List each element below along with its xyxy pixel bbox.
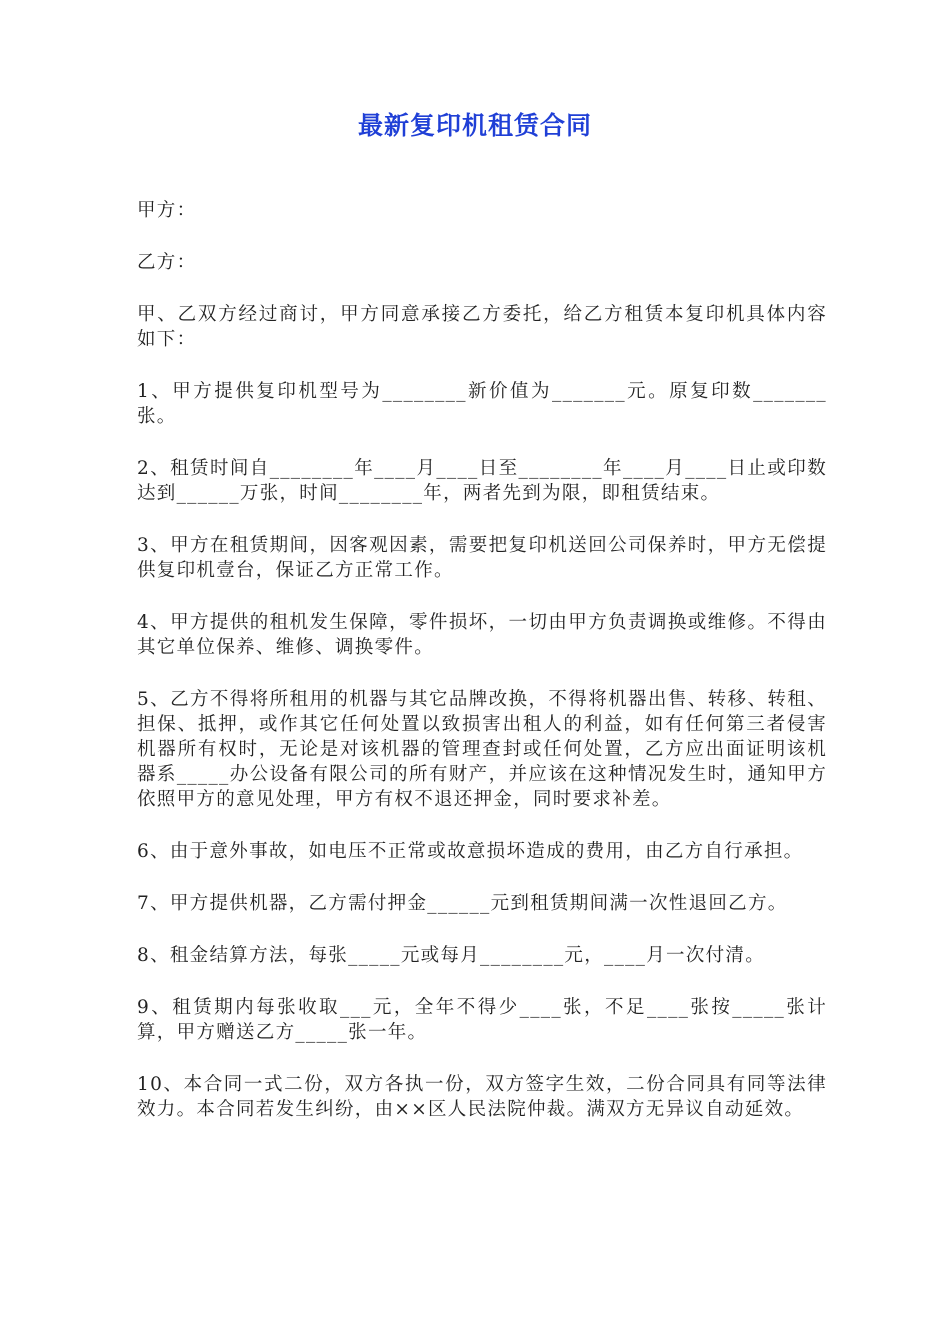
clause-4: 4、甲方提供的租机发生保障，零件损坏，一切由甲方负责调换或维修。不得由其它单位保养、维修、调换零件。 — [137, 612, 827, 658]
clause-7: 7、甲方提供机器，乙方需付押金______元到租赁期间满一次性退回乙方。 — [137, 893, 788, 914]
clause-2: 2、租赁时间自________年____月____日至________年____月____日止或印数达到______万张，时间________年，两者先到为限，即租赁结束。 — [137, 458, 827, 504]
document-title: 最新复印机租赁合同 — [357, 111, 592, 140]
clause-3: 3、甲方在租赁期间，因客观因素，需要把复印机送回公司保养时，甲方无偿提供复印机壹台，保证乙方正常工作。 — [137, 535, 827, 581]
clause-10: 10、本合同一式二份，双方各执一份，双方签字生效，二份合同具有同等法律效力。本合同若发生纠纷，由××区人民法院仲裁。满双方无异议自动延效。 — [137, 1074, 827, 1120]
clause-1: 1、甲方提供复印机型号为________新价值为_______元。原复印数_______张。 — [137, 381, 827, 427]
clause-5: 5、乙方不得将所租用的机器与其它品牌改换，不得将机器出售、转移、转租、担保、抵押，或作其它任何处置以致损害出租人的利益，如有任何第三者侵害机器所有权时，无论是对该机器的管理查封或任何处置，乙方应出面证明该机器系_____办公设备有限公司的所有财产，并应该在这种情况发生时，通知甲方依照甲方的意见处理，甲方有权不退还押金，同时要求补差。 — [137, 689, 827, 810]
document-body — [137, 198, 827, 1149]
clause-8: 8、租金结算方法，每张_____元或每月________元，____月一次付清。 — [137, 945, 766, 966]
clause-9: 9、租赁期内每张收取___元，全年不得少____张，不足____张按_____张计算，甲方赠送乙方_____张一年。 — [137, 997, 827, 1043]
party-a-line: 甲方： — [137, 200, 197, 221]
clause-6: 6、由于意外事故，如电压不正常或故意损坏造成的费用，由乙方自行承担。 — [137, 841, 804, 862]
intro-paragraph: 甲、乙双方经过商讨，甲方同意承接乙方委托，给乙方租赁本复印机具体内容如下： — [137, 304, 827, 350]
party-b-line: 乙方： — [137, 252, 197, 273]
